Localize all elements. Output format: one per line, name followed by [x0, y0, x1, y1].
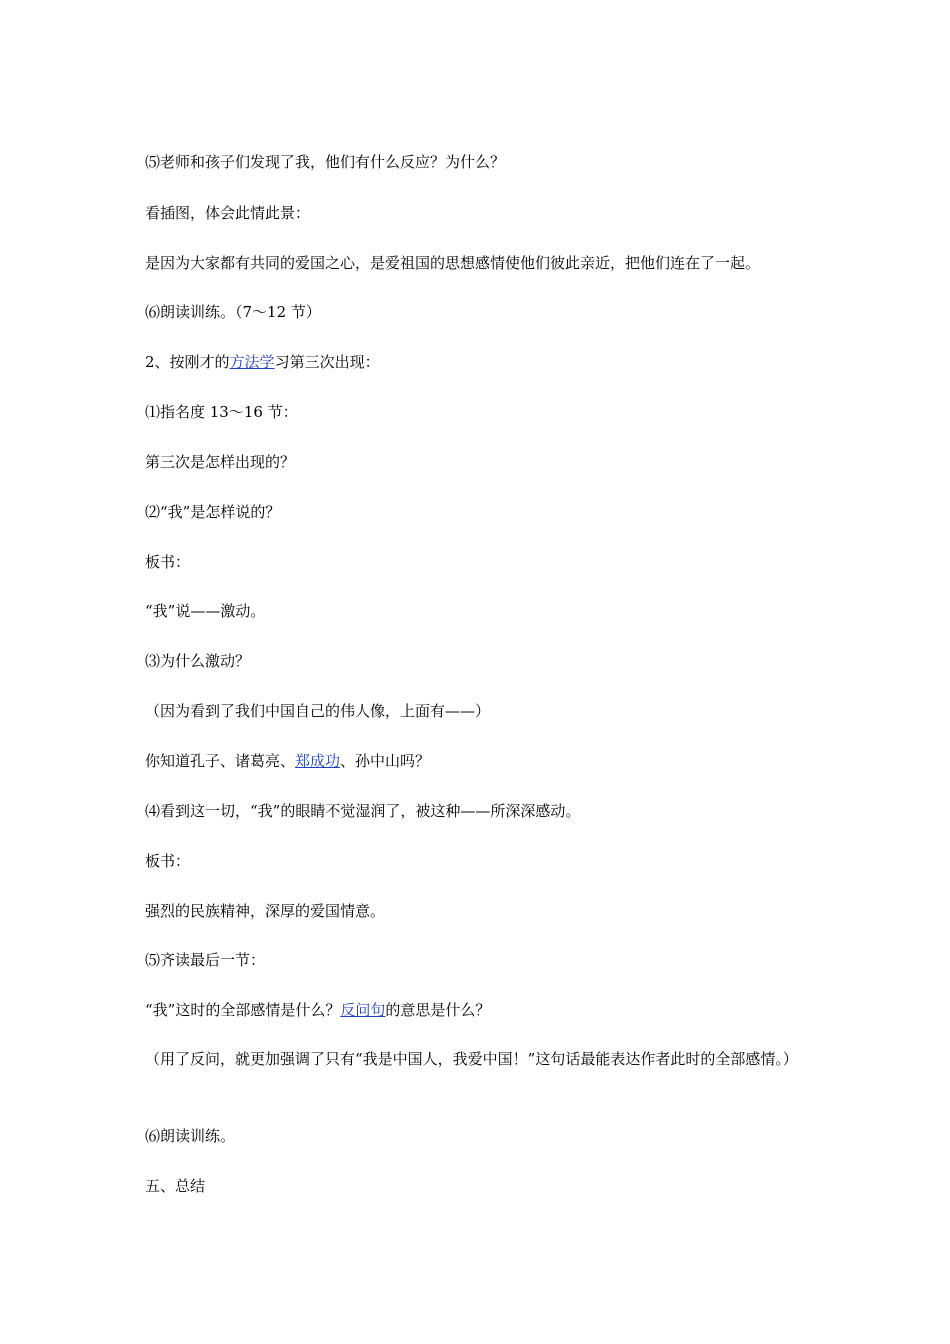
- read-sections-13-16: ⑴指名度 13～16 节：: [145, 403, 298, 421]
- question-teacher-children-reaction: ⑸老师和孩子们发现了我，他们有什么反应？为什么？: [145, 153, 506, 171]
- answer-great-portraits: （因为看到了我们中国自己的伟人像，上面有——）: [145, 702, 491, 720]
- question-moved-eyes: ⑷看到这一切，“我”的眼睛不觉湿润了，被这种——所深深感动。: [145, 802, 581, 820]
- question-how-i-said: ⑵“我”是怎样说的？: [145, 503, 281, 521]
- read-last-section: ⑸齐读最后一节：: [145, 951, 266, 969]
- question-why-excited: ⑶为什么激动？: [145, 652, 251, 670]
- feelings-text-before: “我”这时的全部感情是什么？: [145, 1001, 341, 1019]
- question-third-appearance: 第三次是怎样出现的？: [145, 453, 296, 471]
- blackboard-label-1: 板书：: [145, 553, 191, 571]
- blackboard-label-2: 板书：: [145, 852, 191, 870]
- reading-practice-final: ⑹朗读训练。: [145, 1127, 236, 1145]
- question-full-feelings: [145, 998, 815, 1022]
- instruction-view-illustration: 看插图，体会此情此景：: [145, 204, 311, 222]
- answer-patriotic-heart: 是因为大家都有共同的爱国之心，是爱祖国的思想感情使他们彼此亲近，把他们连在了一起。: [145, 254, 761, 272]
- step-2-third-appearance: [145, 350, 815, 374]
- figures-text-after: 、孙中山吗？: [340, 752, 431, 770]
- link-zheng-chenggong[interactable]: 郑成功: [295, 752, 341, 770]
- link-rhetorical-question[interactable]: 反问句: [340, 1001, 386, 1019]
- section-five-summary-heading: 五、总结: [145, 1177, 206, 1195]
- answer-rhetorical-emphasis: （用了反问，就更加强调了只有“我是中国人，我爱中国！”这句话最能表达作者此时的全部感情。）: [145, 1050, 798, 1068]
- feelings-text-after: 的意思是什么？: [385, 1001, 491, 1019]
- step-2-text-after: 习第三次出现：: [274, 353, 380, 371]
- link-method-study[interactable]: 方法学: [229, 353, 275, 371]
- reading-practice-7-12: ⑹朗读训练。（7～12 节）: [145, 303, 321, 321]
- step-2-text-before: 2、按刚才的: [145, 353, 230, 371]
- figures-text-before: 你知道孔子、诸葛亮、: [145, 752, 296, 770]
- blackboard-excited: “我”说——激动。: [145, 602, 266, 620]
- blackboard-national-spirit: 强烈的民族精神，深厚的爱国情意。: [145, 902, 386, 920]
- question-historical-figures: [145, 749, 815, 773]
